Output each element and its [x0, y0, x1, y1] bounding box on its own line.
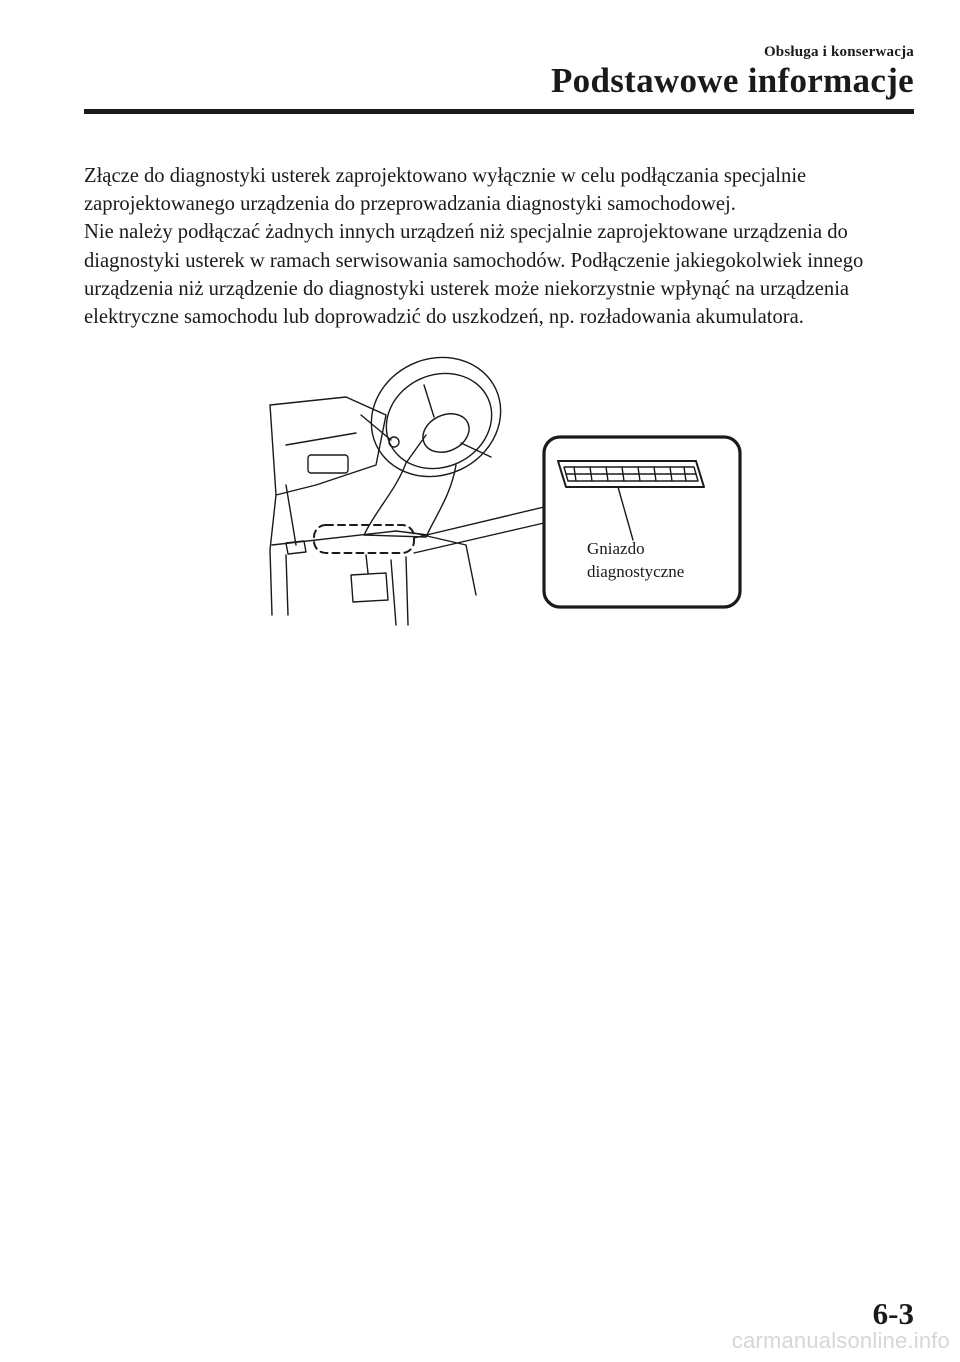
- diagnostic-connector-figure: [256, 345, 746, 630]
- dashboard-illustration: [256, 345, 746, 630]
- body-paragraph-1: Złącze do diagnostyki usterek zaprojektowano wyłącznie w celu podłączania specjalnie zaprojektowanego urządzenia do przeprowadzania diagnostyki samochodowej.: [84, 165, 807, 216]
- header-divider: [84, 109, 914, 114]
- watermark: carmanualsonline.info: [731, 1328, 950, 1353]
- body-text: [84, 162, 924, 331]
- header-section-label: Obsługa i konserwacja: [763, 44, 914, 60]
- connector-callout-label: Gniazdo diagnostyczne: [587, 539, 685, 581]
- page-title: Podstawowe informacje: [550, 61, 914, 100]
- page-number: 6-3: [872, 1296, 914, 1331]
- body-paragraph-2: Nie należy podłączać żadnych innych urządzeń niż specjalnie zaprojektowane urządzenia do diagnostyki usterek w ramach serwisowania samochodów. Podłączenie jakiegokolwiek innego urządzenia niż urządzenie do diagnostyki usterek może niekorzystnie wpłynąć na urządzenia elektryczne samochodu lub doprowadzić do uszkodzeń, np. rozładowania akumulatora.: [84, 221, 864, 329]
